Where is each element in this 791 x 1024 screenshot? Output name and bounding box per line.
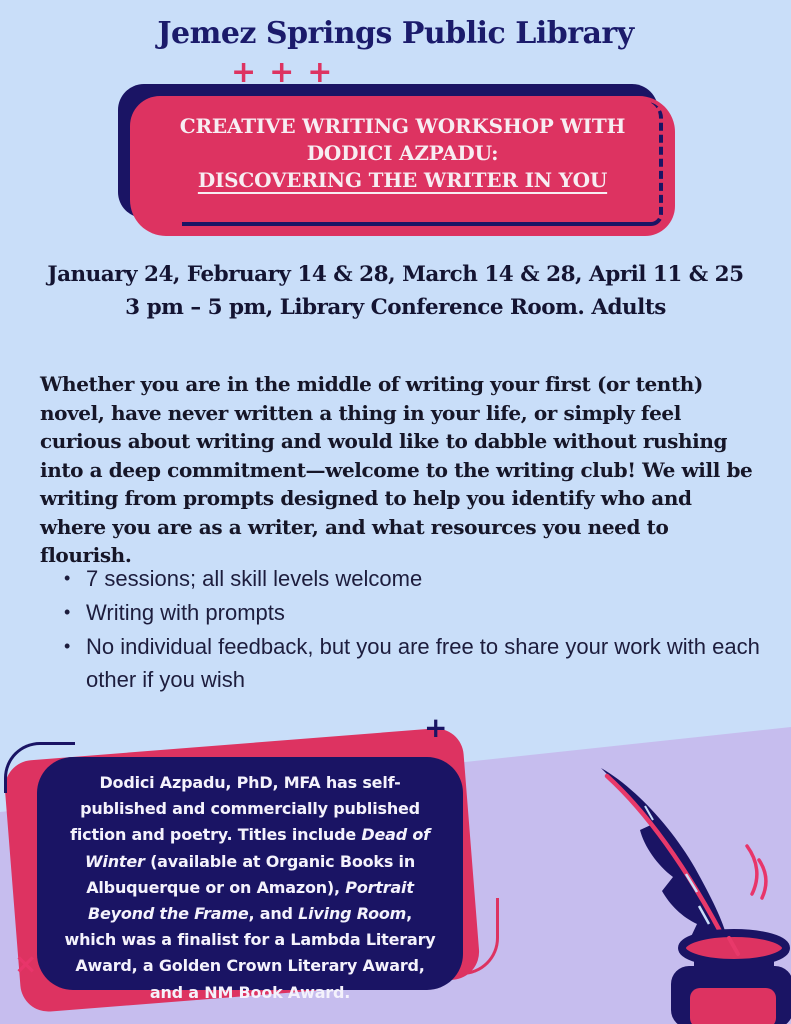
bullet-dot: • bbox=[64, 602, 71, 622]
schedule-time-location: 3 pm – 5 pm, Library Conference Room. Adults bbox=[125, 295, 666, 320]
list-item bbox=[62, 630, 762, 696]
description-paragraph: Whether you are in the middle of writing your first (or tenth) novel, have never written a thing in your life, or simply feel curious about writing and would like to dabble without rushing into a deep commitment—welcome to the writing club! We will be writing from prompts designed to help you identify who and where you are as a writer, and what resources you need to flourish. bbox=[40, 372, 753, 567]
list-item-text: 7 sessions; all skill levels welcome bbox=[86, 566, 423, 591]
list-item bbox=[62, 596, 762, 629]
banner-outline-decoration bbox=[182, 102, 663, 226]
bullet-list bbox=[62, 562, 762, 697]
list-item bbox=[62, 562, 762, 595]
plus-icon: + bbox=[424, 711, 448, 744]
schedule bbox=[0, 258, 791, 324]
plus-decoration bbox=[231, 55, 333, 90]
list-item-text: Writing with prompts bbox=[86, 600, 285, 625]
cross-icon: × bbox=[14, 947, 38, 980]
banner-title-line: DODICI AZPADU: bbox=[306, 141, 499, 165]
list-item-text: No individual feedback, but you are free to share your work with each other if you wish bbox=[86, 634, 760, 692]
banner-title-line: CREATIVE WRITING WORKSHOP WITH bbox=[179, 114, 626, 138]
page-title: Jemez Springs Public Library bbox=[157, 16, 634, 51]
bio-text: Dodici Azpadu, PhD, MFA has self-published and commercially published fiction and poetry. Titles include Dead of Winter (available at Organic Books in Albuquerque or on Amazon), Portrait Beyond the Frame, and Living Room, which was a finalist for a Lambda Literary Award, a Golden Crown Literary Award, and a NM Book Award. bbox=[64, 773, 436, 1002]
bullet-dot: • bbox=[64, 636, 71, 656]
bullet-dot: • bbox=[64, 568, 71, 588]
schedule-dates: January 24, February 14 & 28, March 14 & 28, April 11 & 25 bbox=[47, 262, 744, 287]
banner-subtitle-underlined: DISCOVERING THE WRITER IN YOU bbox=[197, 168, 608, 192]
plus-icon: + bbox=[231, 55, 257, 90]
plus-icon: + bbox=[307, 55, 333, 90]
quill-inkwell-illustration bbox=[591, 754, 791, 1024]
plus-icon: + bbox=[269, 55, 295, 90]
bio-card bbox=[37, 757, 463, 1002]
